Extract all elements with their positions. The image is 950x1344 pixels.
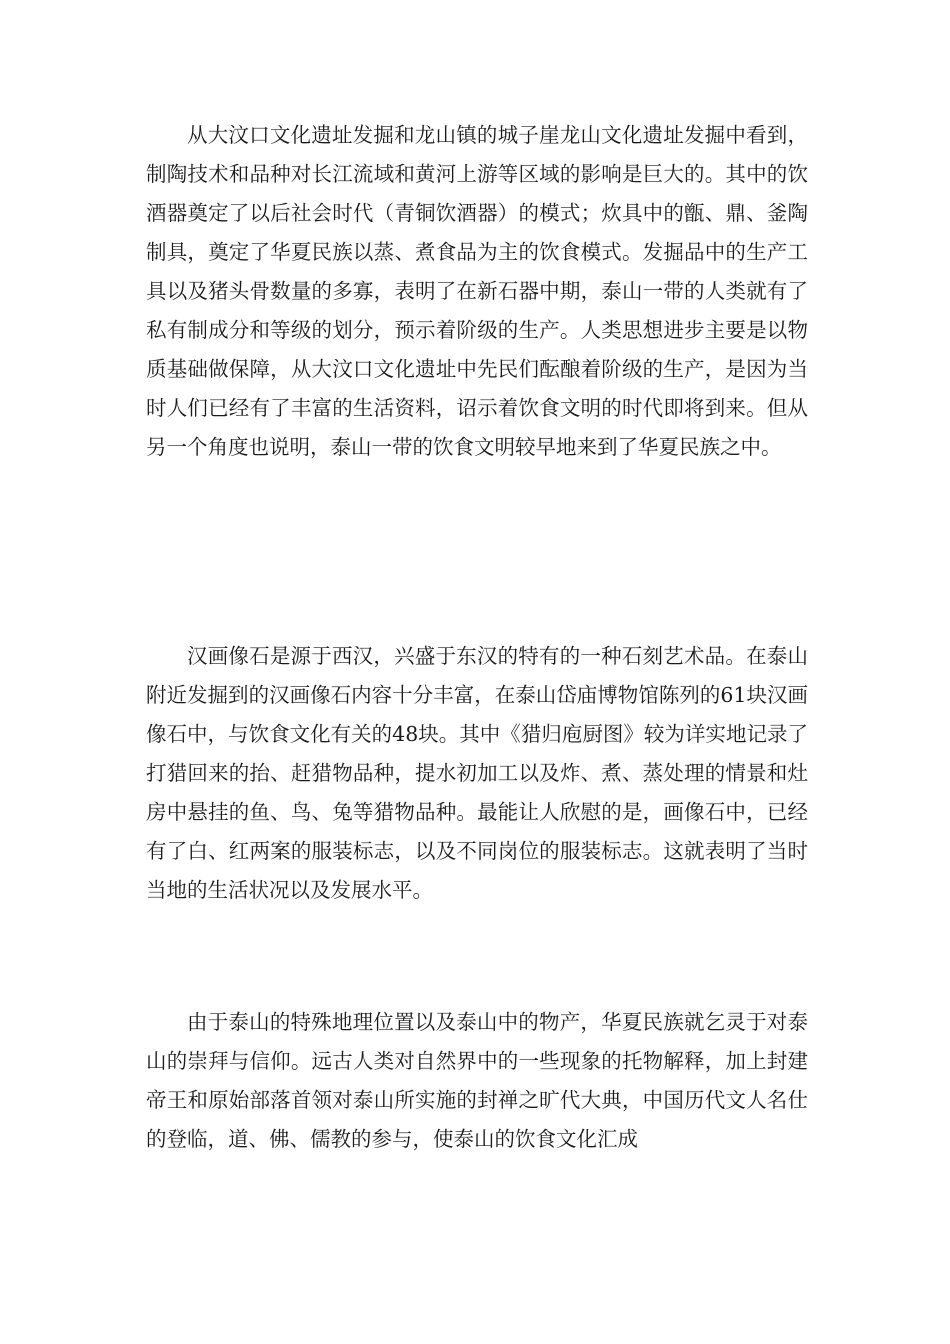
paragraph-taishan-worship: 由于泰山的特殊地理位置以及泰山中的物产，华夏民族就乞灵于对泰山的崇拜与信仰。远古人类对自然界中的一些现象的托物解释，加上封建帝王和原始部落首领对泰山所实施的封禅之旷代大典，中国历代文人名仕的登临，道、佛、儒教的参与，使泰山的饮食文化汇成 — [146, 1010, 808, 1151]
paragraph-han-stone-reliefs: 汉画像石是源于西汉，兴盛于东汉的特有的一种石刻艺术品。在泰山附近发掘到的汉画像石内容十分丰富，在泰山岱庙博物馆陈列的61块汉画像石中，与饮食文化有关的48块。其中《猎归庖厨图》较为详实地记录了打猎回来的抬、赶猎物品种，提水初加工以及炸、煮、蒸处理的情景和灶房中悬挂的鱼、鸟、兔等猎物品种。最能让人欣慰的是，画像石中，已经有了白、红两案的服装标志，以及不同岗位的服装标志。这就表明了当时当地的生活状况以及发展水平。 — [146, 644, 808, 902]
paragraph-block — [146, 116, 808, 467]
paragraph-block — [146, 1003, 808, 1159]
paragraph-dawenkou: 从大汶口文化遗址发掘和龙山镇的城子崖龙山文化遗址发掘中看到，制陶技术和品种对长江流域和黄河上游等区域的影响是巨大的。其中的饮酒器奠定了以后社会时代（青铜饮酒器）的模式；炊具中的甑、鼎、釜陶制具，奠定了华夏民族以蒸、煮食品为主的饮食模式。发掘品中的生产工具以及猪头骨数量的多寡，表明了在新石器中期，泰山一带的人类就有了私有制成分和等级的划分，预示着阶级的生产。人类思想进步主要是以物质基础做保障，从大汶口文化遗址中先民们酝酿着阶级的生产，是因为当时人们已经有了丰富的生活资料，诏示着饮食文明的时代即将到来。但从另一个角度也说明，泰山一带的饮食文明较早地来到了华夏民族之中。 — [146, 123, 808, 459]
paragraph-block — [146, 637, 808, 910]
